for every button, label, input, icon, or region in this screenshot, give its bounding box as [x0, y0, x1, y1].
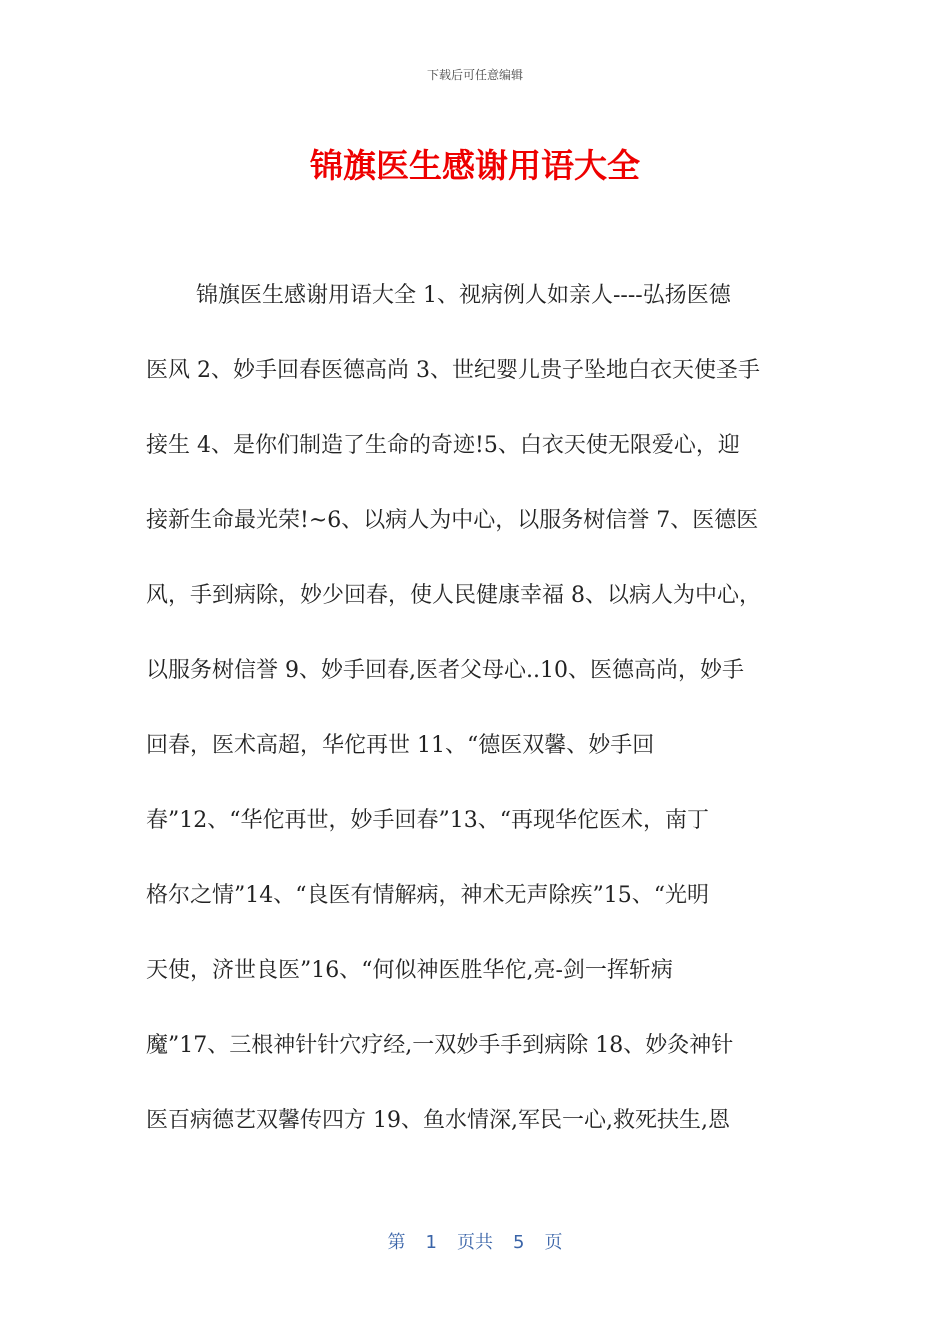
- body-line: 以服务树信誉 9、妙手回春,医者父母心..10、医德高尚，妙手: [146, 658, 744, 683]
- body-line: 医百病德艺双馨传四方 19、鱼水情深,军民一心,救死扶生,恩: [146, 1108, 730, 1133]
- footer-prefix: 第: [387, 1232, 406, 1253]
- footer-middle: 页共: [457, 1232, 493, 1253]
- body-line: 魔”17、三根神针针穴疗经,一双妙手手到病除 18、妙灸神针: [146, 1033, 734, 1058]
- body-line: 格尔之情”14、“良医有情解病，神术无声除疾”15、“光明: [146, 883, 709, 908]
- body-line: 医风 2、妙手回春医德高尚 3、世纪婴儿贵子坠地白衣天使圣手: [146, 358, 760, 383]
- footer-total-pages: 5: [513, 1232, 525, 1253]
- page-footer: [0, 1228, 950, 1254]
- header-note: 下载后可任意编辑: [426, 68, 523, 82]
- footer-suffix: 页: [544, 1232, 563, 1253]
- body-line: 春”12、“华佗再世，妙手回春”13、“再现华佗医术，南丁: [146, 808, 709, 833]
- body-line: 锦旗医生感谢用语大全 1、视病例人如亲人----弘扬医德: [196, 283, 731, 308]
- body-line: 回春，医术高超，华佗再世 11、“德医双馨、妙手回: [146, 733, 655, 758]
- body-line: 风，手到病除，妙少回春，使人民健康幸福 8、以病人为中心，: [146, 583, 761, 608]
- body-line: 接生 4、是你们制造了生命的奇迹!5、白衣天使无限爱心，迎: [146, 433, 740, 458]
- body-line: 天使，济世良医”16、“何似神医胜华佗,亮-剑一挥斩病: [146, 958, 673, 983]
- footer-page-number: 1: [425, 1232, 437, 1253]
- document-body: [146, 278, 816, 1178]
- body-line: 接新生命最光荣!~6、以病人为中心，以服务树信誉 7、医德医: [146, 508, 759, 533]
- document-title: 锦旗医生感谢用语大全: [310, 146, 640, 185]
